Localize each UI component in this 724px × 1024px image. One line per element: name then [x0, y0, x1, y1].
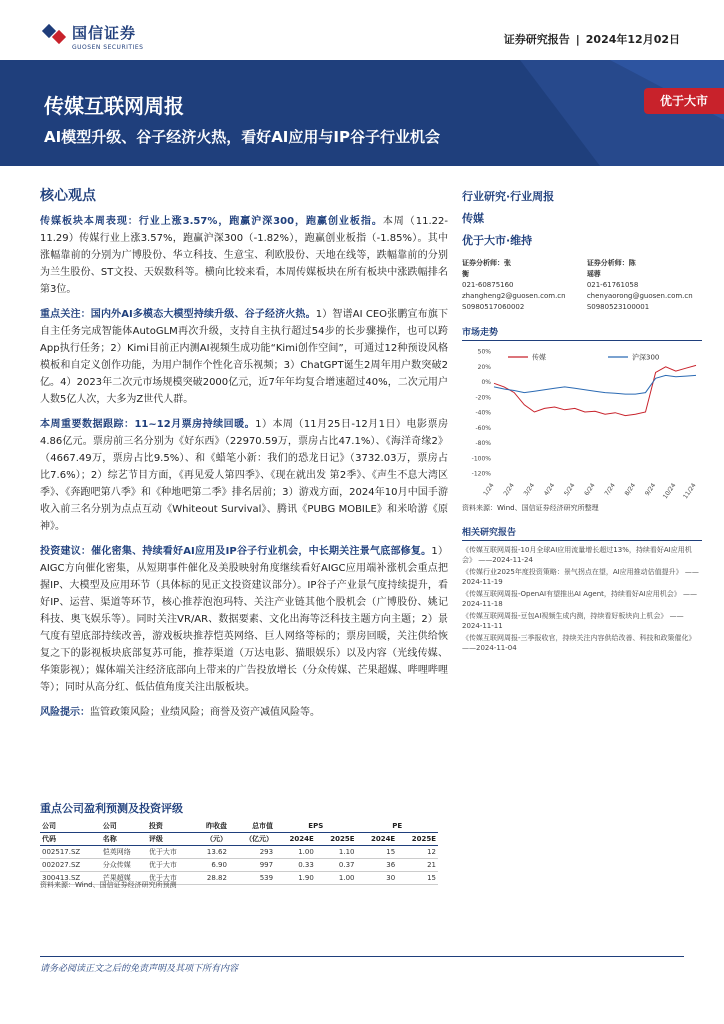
paragraph-risk: 风险提示：监管政策风险；业绩风险；商誉及资产减值风险等。 [40, 707, 320, 718]
report-category: 行业研究·行业周报 [462, 190, 555, 203]
table-cell: 0.37 [316, 859, 357, 872]
table-cell: 1.90 [275, 872, 316, 885]
x-tick-label: 3/24 [522, 482, 537, 498]
table-cell: 293 [229, 846, 275, 859]
col-header: 2024E [357, 833, 398, 846]
series-line-media [494, 365, 696, 415]
table-cell: 1.00 [275, 846, 316, 859]
table-cell: 13.62 [193, 846, 229, 859]
analyst-email-link[interactable]: chenyaorong@guosen.com.cn [586, 292, 693, 300]
col-header: 代码 [40, 833, 101, 846]
logo-subtext: GUOSEN SECURITIES [72, 44, 144, 51]
forecast-table [40, 820, 438, 885]
table-row [40, 859, 438, 872]
table-cell: 1.10 [316, 846, 357, 859]
analyst-email-link[interactable]: zhangheng2@guosen.com.cn [462, 292, 566, 300]
paragraph-advice: 投资建议：催化密集、持续看好AI应用及IP谷子行业机会，中长期关注景气底部修复。1）AIGC方向催化密集，从短期事件催化及美股映射角度继续看好AIGC应用端补涨机会重点把握IP、大模型及应用环节（具体标的见正文投资建议部分）。IP谷子产业景气度持续提升，看好IP、运营、渠道等环节，核心推荐泡泡玛特、关注产业链其他个股机会（广博股份、姚记科技、奥飞娱乐等）。同时关注VR/AR、数据要素、文化出海等泛科技主题方向主题；2）景气度有望底部持续改善，游戏板块推荐恺英网络、巨人网络等标的；票房回暖，关注供给恢复之下的影视板块底部复苏可能，推荐渠道（万达电影、猫眼娱乐）以及内容（光线传媒、华策影视）；媒体端关注经济底部向上带来的广告投放增长（分众传媒、芒果超媒、哔哩哔哩等）；同时从高分红、低估值角度关注出版板块。 [40, 546, 448, 693]
market-trend-chart [462, 341, 702, 501]
industry-name: 传媒 [462, 212, 484, 225]
table-cell: 300413.SZ [40, 872, 101, 885]
col-header: PE [357, 820, 439, 833]
table-heading: 重点公司盈利预测及投资评级 [40, 802, 183, 815]
col-header: EPS [275, 820, 356, 833]
disclaimer-footer: 请务必阅读正文之后的免责声明及其项下所有内容 [40, 964, 239, 974]
paragraph-focus: 重点关注：国内外AI多模态大模型持续升级、谷子经济火热。1）智谱AI CEO张鹏宣布旗下自主任务完成智能体AutoGLM再次升级，支持自主执行超过54步的长步骤操作，也可以跨App执行任务；2）Kimi目前正内测AI视频生成功能“Kimi创作空间”，可通过12种预设风格模板和自定义创作功能，为用户制作个性化音乐视频；3）ChatGPT诞生2周年用户数突破2亿。4）2023年二次元市场规模突破2000亿元，近7年年均复合增速超过40%，二次元用户人数5亿人次，大多为Z世代人群。 [40, 309, 448, 405]
x-tick-label: 7/24 [603, 482, 617, 498]
y-tick-label: -120% [471, 470, 491, 478]
col-header: 2025E [397, 833, 438, 846]
title-banner [0, 60, 724, 166]
y-tick-label: -100% [471, 455, 491, 463]
col-header: 公司 [101, 820, 147, 833]
legend-label: 传媒 [532, 353, 546, 362]
logo-mark-icon [44, 26, 66, 48]
y-tick-label: -40% [475, 409, 491, 417]
table-cell: 优于大市 [147, 859, 193, 872]
analyst-card: 证券分析师：陈瑶蓉 021-61761058 chenyaorong@guosen.com.cn S0980523100001 [586, 259, 693, 311]
related-heading: 相关研究报告 [462, 525, 702, 541]
table-source: 资料来源：Wind、国信证券经济研究所预测 [40, 881, 177, 889]
report-type: 证券研究报告 [503, 33, 570, 46]
table-header-row [40, 820, 438, 833]
report-title: 传媒互联网周报 [44, 94, 184, 118]
table-subheader-row [40, 833, 438, 846]
related-report-item[interactable]: 《传媒行业2025年度投资策略：景气拐点在望，AI应用推动估值提升》 ——2024-11-19 [462, 568, 699, 586]
y-tick-label: -20% [475, 394, 491, 402]
trend-chart-svg [462, 341, 702, 501]
col-header: （元） [193, 833, 229, 846]
table-cell: 28.82 [193, 872, 229, 885]
table-cell: 12 [397, 846, 438, 859]
table-cell: 芒果超媒 [101, 872, 147, 885]
related-report-item[interactable]: 《传媒互联网周报-三季报收官，持续关注内容供给改善、科技和政策催化》 ——2024-11-04 [462, 634, 696, 652]
col-header: 2024E [275, 833, 316, 846]
rating-badge: 优于大市 [644, 88, 724, 114]
col-header: （亿元） [229, 833, 275, 846]
col-header: 总市值 [229, 820, 275, 833]
report-subtitle: AI模型升级、谷子经济火热，看好AI应用与IP谷子行业机会 [44, 128, 440, 146]
paragraph-performance: 传媒板块本周表现：行业上涨3.57%，跑赢沪深300，跑赢创业板指。本周（11.22-11.29）传媒行业上涨3.57%，跑赢沪深300（-1.82%），跑赢创业板指（-1.85%）。其中涨幅靠前的分别为广博股份、华立科技、生意宝、利欧股份、天地在线等，跌幅靠前的分别为兰生股份、ST文投、天娱数科等。横向比较来看，本周传媒板块在所有板块中涨跌幅排名第3位。 [40, 216, 448, 295]
paragraph-data: 本周重要数据跟踪：11~12月票房持续回暖。1）本周（11月25日-12月1日）电影票房4.86亿元。票房前三名分别为《好东西》（22970.59万，票房占比47.1%）、《海洋奇缘2》（4667.49万，票房占比9.5%）、和《蜡笔小新：我们的恐龙日记》（3732.03万，票房占比7.6%）；2）综艺节目方面，《再见爱人第四季》、《现在就出发 第2季》、《声生不息大湾区季》、《奔跑吧第八季》和《种地吧第二季》排名居前；3）游戏方面，2024年10月中国手游收入前三名分别为点点互动《Whiteout Survival》、腾讯《PUBG MOBILE》和米哈游《原神》。 [40, 419, 448, 532]
x-tick-label: 6/24 [583, 482, 597, 498]
table-cell: 优于大市 [147, 872, 193, 885]
col-header: 名称 [101, 833, 147, 846]
industry-rating: 优于大市·维持 [462, 234, 533, 247]
analyst-card: 证券分析师：张衡 021-60875160 zhangheng2@guosen.com.cn S0980517060002 [462, 259, 566, 311]
related-reports [462, 545, 702, 653]
table-cell: 恺英网络 [101, 846, 147, 859]
table-cell: 002027.SZ [40, 859, 101, 872]
x-tick-label: 9/24 [643, 482, 658, 498]
col-header: 投资 [147, 820, 193, 833]
y-tick-label: -80% [475, 440, 491, 447]
table-cell: 0.33 [275, 859, 316, 872]
related-report-item[interactable]: 《传媒互联网周报-10月全球AI应用流量增长超过13%，持续看好AI应用机会》 ——2024-11-24 [462, 546, 692, 564]
table-cell: 15 [357, 846, 398, 859]
report-date: 2024年12月02日 [585, 33, 680, 46]
col-header: 昨收盘 [193, 820, 229, 833]
analysts [462, 258, 702, 313]
related-report-item[interactable]: 《传媒互联网周报-OpenAI有望推出AI Agent，持续看好AI应用机会》 ——2024-11-18 [462, 590, 697, 608]
core-views [40, 188, 448, 729]
table-cell: 优于大市 [147, 846, 193, 859]
header-meta: 证券研究报告 | 2024年12月02日 [503, 33, 680, 46]
col-header: 评级 [147, 833, 193, 846]
chart-source: 资料来源：Wind、国信证券经济研究所整理 [462, 504, 599, 512]
table-cell: 6.90 [193, 859, 229, 872]
table-cell: 539 [229, 872, 275, 885]
sidebar [462, 188, 702, 655]
table-cell: 36 [357, 859, 398, 872]
y-tick-label: 50% [477, 348, 491, 356]
x-tick-label: 8/24 [623, 482, 638, 498]
x-tick-label: 5/24 [562, 482, 577, 498]
table-cell: 30 [357, 872, 398, 885]
y-tick-label: 0% [481, 379, 491, 386]
x-tick-label: 4/24 [542, 482, 557, 498]
x-tick-label: 1/24 [482, 482, 496, 498]
table-cell: 分众传媒 [101, 859, 147, 872]
related-report-item[interactable]: 《传媒互联网周报-豆包AI视频生成内测，持续看好板块向上机会》 ——2024-11-11 [462, 612, 684, 630]
y-tick-label: -60% [475, 424, 491, 432]
x-tick-label: 10/24 [661, 482, 678, 501]
series-line-csi300 [494, 375, 696, 394]
legend-label: 沪深300 [632, 353, 660, 362]
trend-heading: 市场走势 [462, 325, 702, 341]
y-tick-label: 20% [477, 363, 491, 371]
table-cell: 997 [229, 859, 275, 872]
col-header: 公司 [40, 820, 101, 833]
table-cell: 21 [397, 859, 438, 872]
table-cell: 15 [397, 872, 438, 885]
table-row [40, 846, 438, 859]
x-tick-label: 2/24 [502, 482, 516, 498]
table-cell: 002517.SZ [40, 846, 101, 859]
col-header: 2025E [316, 833, 357, 846]
x-tick-label: 11/24 [681, 482, 698, 501]
table-cell: 1.00 [316, 872, 357, 885]
logo-text: 国信证券 [72, 24, 137, 42]
logo [44, 22, 143, 51]
footer-divider [40, 956, 684, 957]
core-heading: 核心观点 [40, 188, 96, 204]
